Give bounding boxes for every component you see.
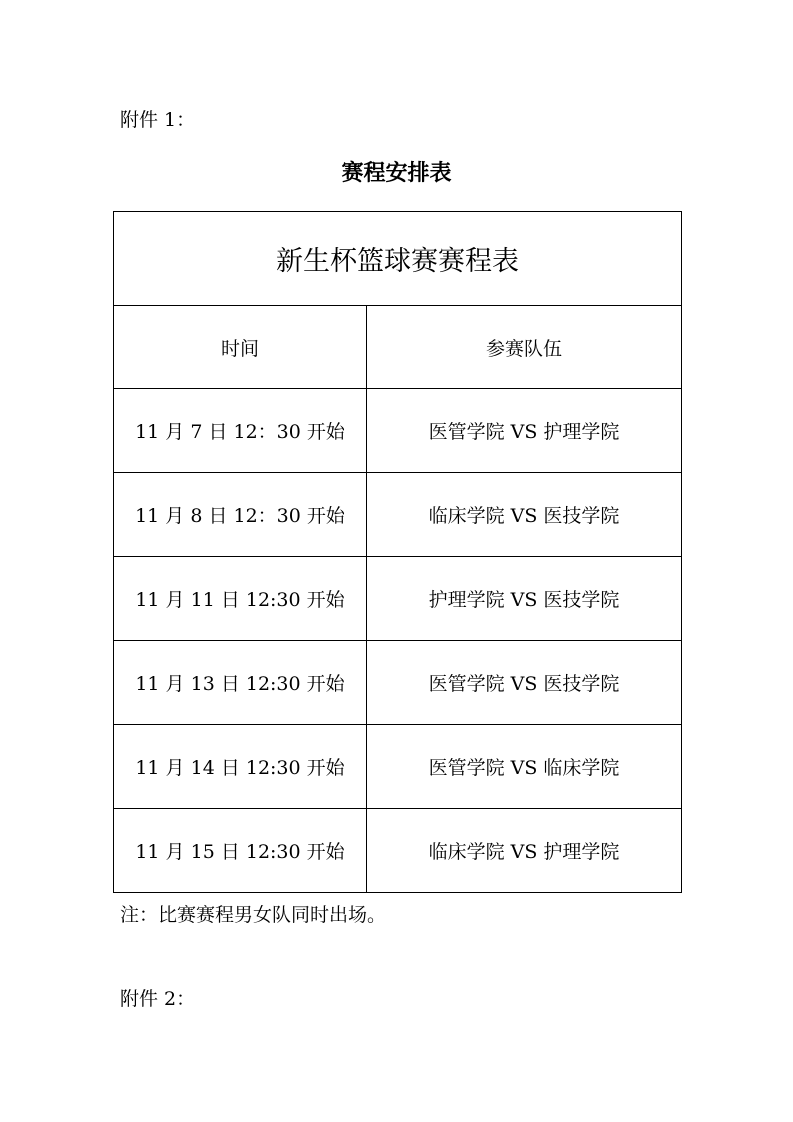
annex-2-label: 附件 2： xyxy=(120,988,196,1010)
table-title: 新生杯篮球赛赛程表 xyxy=(114,212,682,306)
table-row xyxy=(114,473,682,557)
table-row xyxy=(114,557,682,641)
match-time: 11 月 13 日 12:30 开始 xyxy=(114,641,367,725)
match-teams: 医管学院 VS 护理学院 xyxy=(367,389,682,473)
match-teams: 临床学院 VS 护理学院 xyxy=(367,809,682,893)
table-row xyxy=(114,389,682,473)
match-time: 11 月 15 日 12:30 开始 xyxy=(114,809,367,893)
table-row xyxy=(114,725,682,809)
table-title-row xyxy=(114,212,682,306)
match-teams: 临床学院 VS 医技学院 xyxy=(367,473,682,557)
table-row xyxy=(114,809,682,893)
schedule-table xyxy=(113,211,682,893)
schedule-note: 注：比赛赛程男女队同时出场。 xyxy=(120,904,387,926)
document-title: 赛程安排表 xyxy=(341,161,452,186)
table-header-row xyxy=(114,306,682,389)
match-time: 11 月 7 日 12：30 开始 xyxy=(114,389,367,473)
match-time: 11 月 14 日 12:30 开始 xyxy=(114,725,367,809)
match-time: 11 月 11 日 12:30 开始 xyxy=(114,557,367,641)
match-teams: 医管学院 VS 医技学院 xyxy=(367,641,682,725)
match-teams: 医管学院 VS 临床学院 xyxy=(367,725,682,809)
match-time: 11 月 8 日 12：30 开始 xyxy=(114,473,367,557)
header-teams: 参赛队伍 xyxy=(367,306,682,389)
table-row xyxy=(114,641,682,725)
annex-1-label: 附件 1： xyxy=(120,109,196,131)
match-teams: 护理学院 VS 医技学院 xyxy=(367,557,682,641)
header-time: 时间 xyxy=(114,306,367,389)
